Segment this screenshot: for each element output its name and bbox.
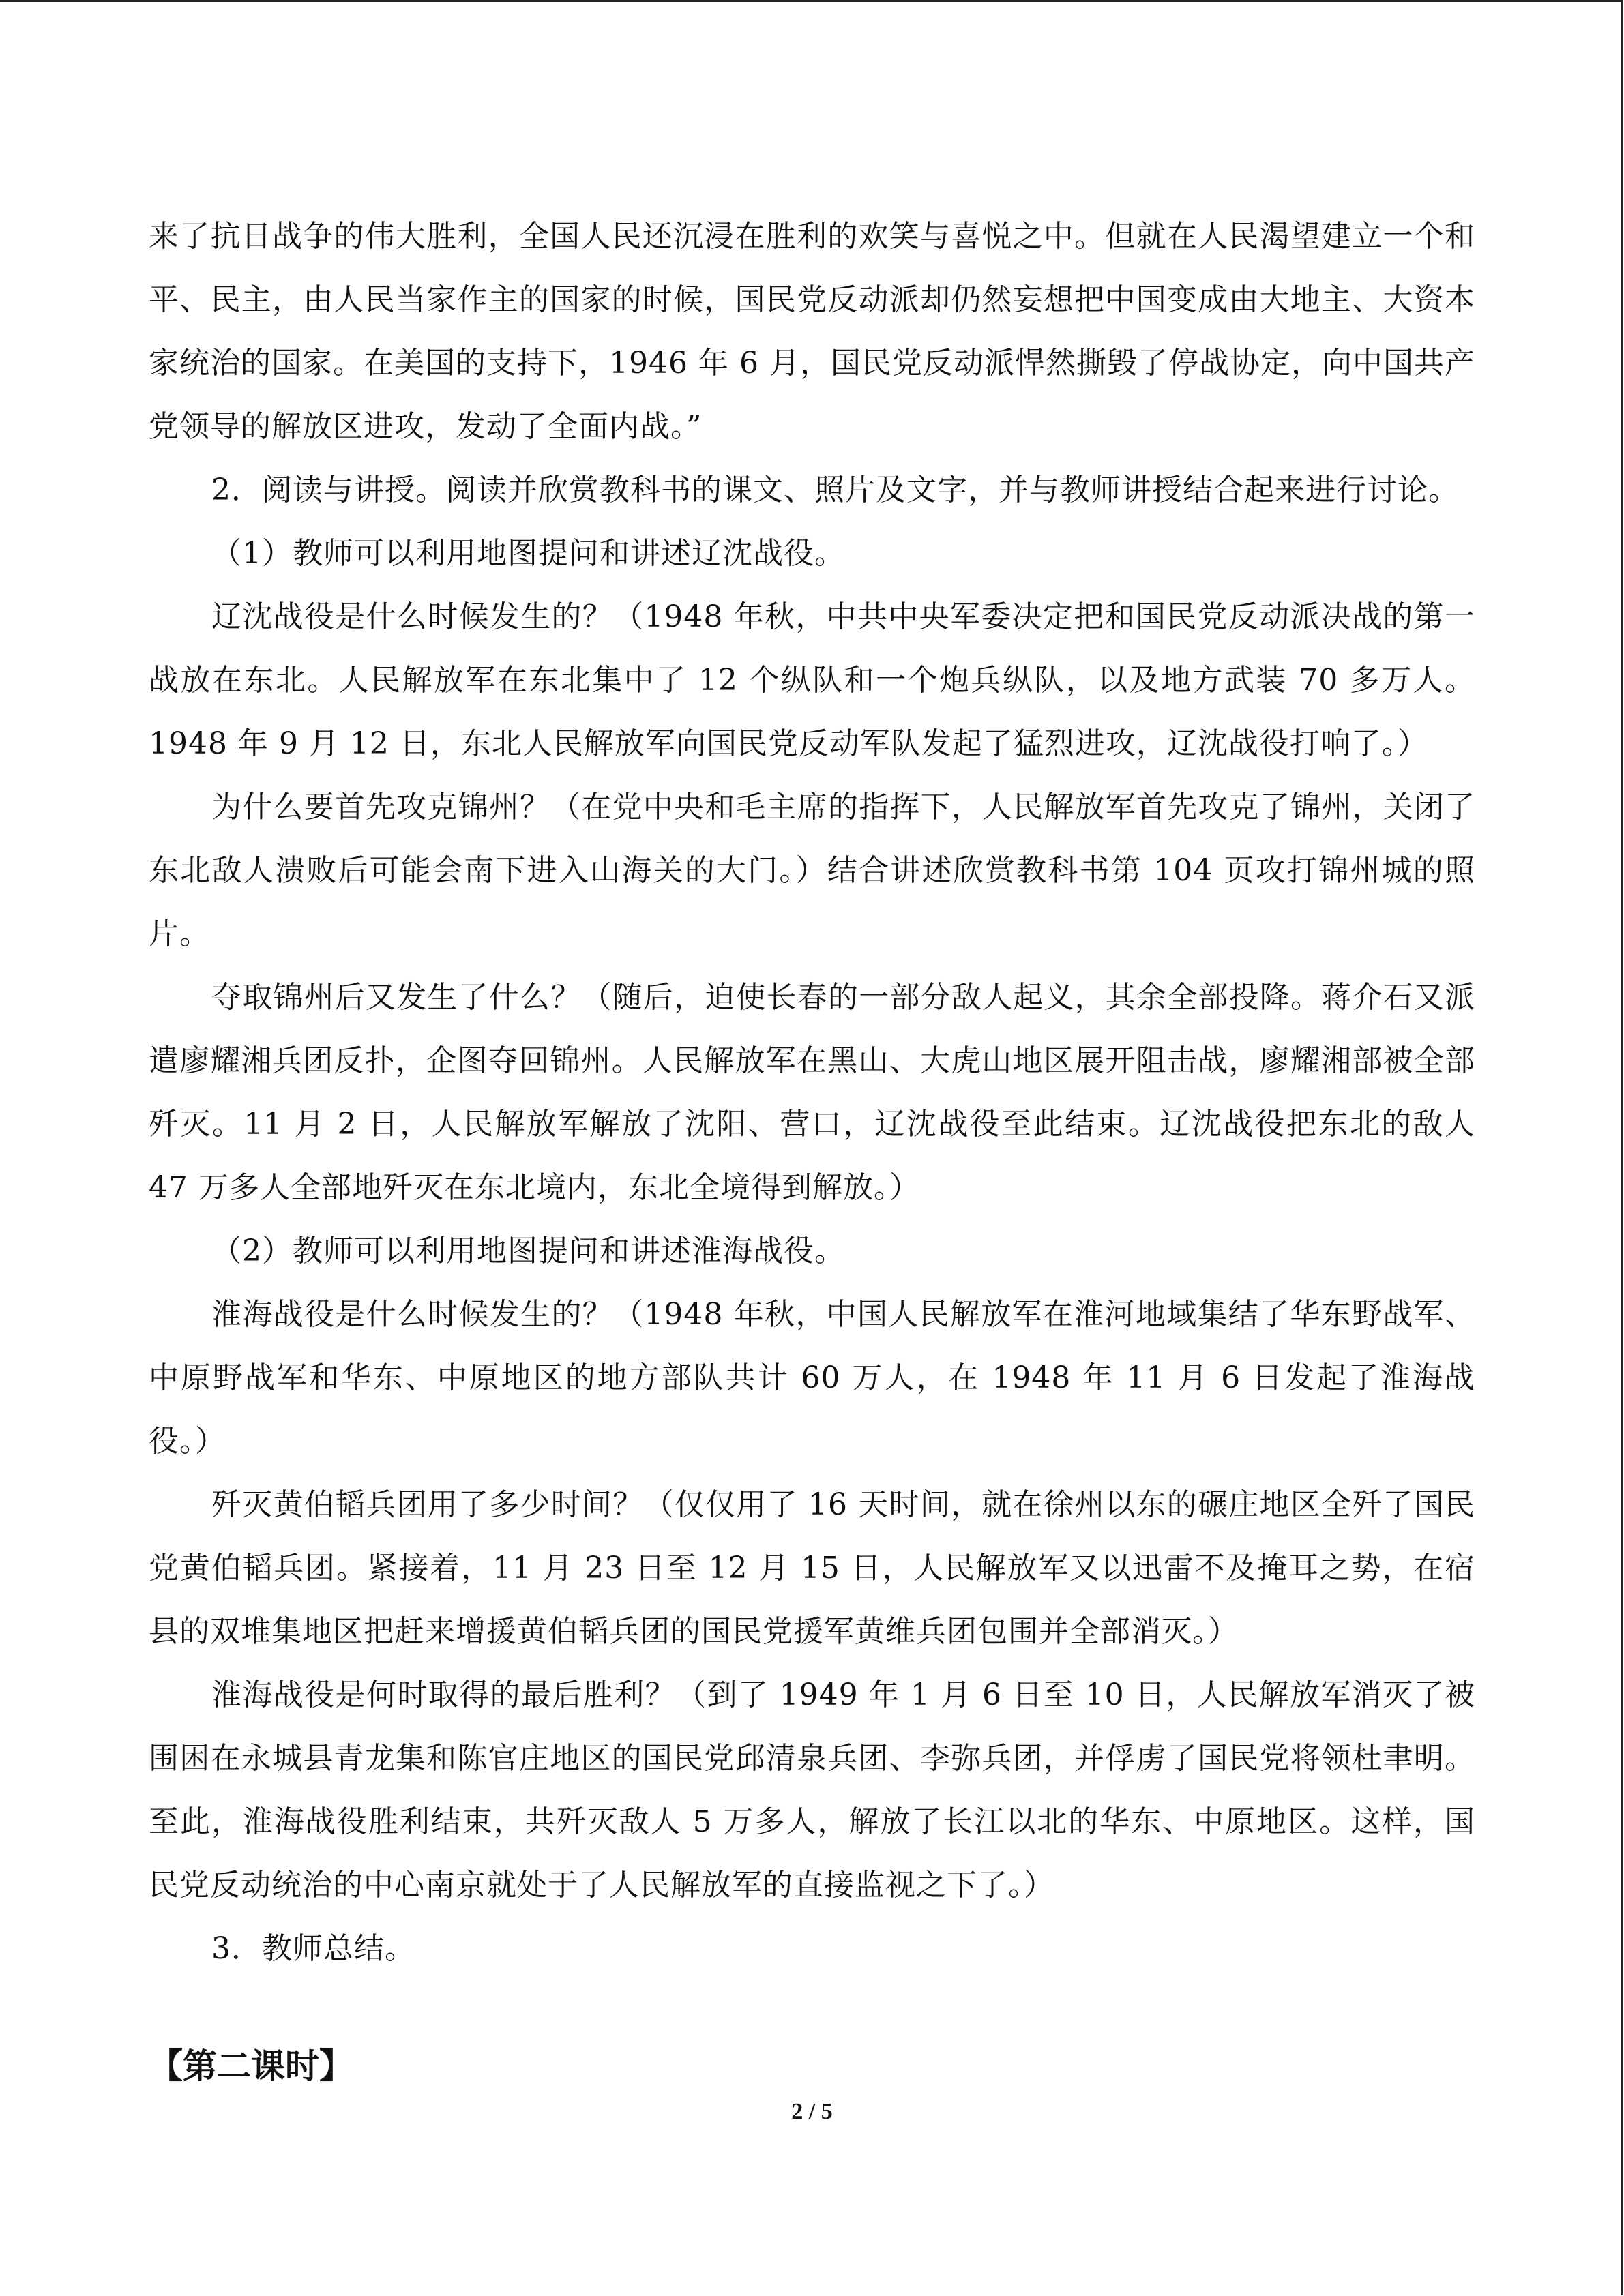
paragraph-jinzhou-after: 夺取锦州后又发生了什么？（随后，迫使长春的一部分敌人起义，其余全部投降。蒋介石又派遣廖耀湘兵团反扑，企图夺回锦州。人民解放军在黑山、大虎山地区展开阻击战，廖耀湘部被全部歼灭。11 月 2 日，人民解放军解放了沈阳、营口，辽沈战役至此结束。辽沈战役把东北的敌人 47 万多人全部地歼灭在东北境内，东北全境得到解放。） [149, 980, 1475, 1205]
paragraph-step-3-summary: 3．教师总结。 [211, 1931, 415, 1966]
paragraph-huaihai-final: 淮海战役是何时取得的最后胜利？（到了 1949 年 1 月 6 日至 10 日，人民解放军消灭了被围困在永城县青龙集和陈官庄地区的国民党邱清泉兵团、李弥兵团，并俘虏了国民党将领杜聿明。至此，淮海战役胜利结束，共歼灭敌人 5 万多人，解放了长江以北的华东、中原地区。这样，国民党反动统治的中心南京就处于了人民解放军的直接监视之下了。） [149, 1678, 1475, 1903]
document-body [149, 205, 1475, 1980]
paragraph-step-2-reading: 2．阅读与讲授。阅读并欣赏教科书的课文、照片及文字，并与教师讲授结合起来进行讨论。 [211, 473, 1459, 507]
paragraph-huaihai-when: 淮海战役是什么时候发生的？（1948 年秋，中国人民解放军在淮河地域集结了华东野战军、中原野战军和华东、中原地区的地方部队共计 60 万人，在 1948 年 11 月 6 日发起了淮海战役。） [149, 1297, 1475, 1459]
paragraph-sub-1-liaoshen: （1）教师可以利用地图提问和讲述辽沈战役。 [211, 536, 845, 571]
section-heading-second-lesson: 【第二课时】 [149, 2046, 353, 2086]
paragraph-sub-2-huaihai: （2）教师可以利用地图提问和讲述淮海战役。 [211, 1234, 845, 1268]
page-number: 2 / 5 [791, 2099, 833, 2124]
paragraph-huangbaitao: 歼灭黄伯韬兵团用了多少时间？（仅仅用了 16 天时间，就在徐州以东的碾庄地区全歼了国民党黄伯韬兵团。紧接着，11 月 23 日至 12 月 15 日，人民解放军又以迅雷不及掩耳之势，在宿县的双堆集地区把赶来增援黄伯韬兵团的国民党援军黄维兵团包围并全部消灭。） [149, 1487, 1475, 1649]
paragraph-jinzhou-why: 为什么要首先攻克锦州？（在党中央和毛主席的指挥下，人民解放军首先攻克了锦州，关闭了东北敌人溃败后可能会南下进入山海关的大门。）结合讲述欣赏教科书第 104 页攻打锦州城的照片。 [149, 790, 1475, 951]
paragraph-intro-quote: 来了抗日战争的伟大胜利，全国人民还沉浸在胜利的欢笑与喜悦之中。但就在人民渴望建立一个和平、民主，由人民当家作主的国家的时候，国民党反动派却仍然妄想把中国变成由大地主、大资本家统治的国家。在美国的支持下，1946 年 6 月，国民党反动派悍然撕毁了停战协定，向中国共产党领导的解放区进攻，发动了全面内战。” [149, 219, 1475, 444]
paragraph-liaoshen-when: 辽沈战役是什么时候发生的？（1948 年秋，中共中央军委决定把和国民党反动派决战的第一战放在东北。人民解放军在东北集中了 12 个纵队和一个炮兵纵队，以及地方武装 70 多万人。1948 年 9 月 12 日，东北人民解放军向国民党反动军队发起了猛烈进攻，辽沈战役打响了。） [149, 599, 1475, 761]
